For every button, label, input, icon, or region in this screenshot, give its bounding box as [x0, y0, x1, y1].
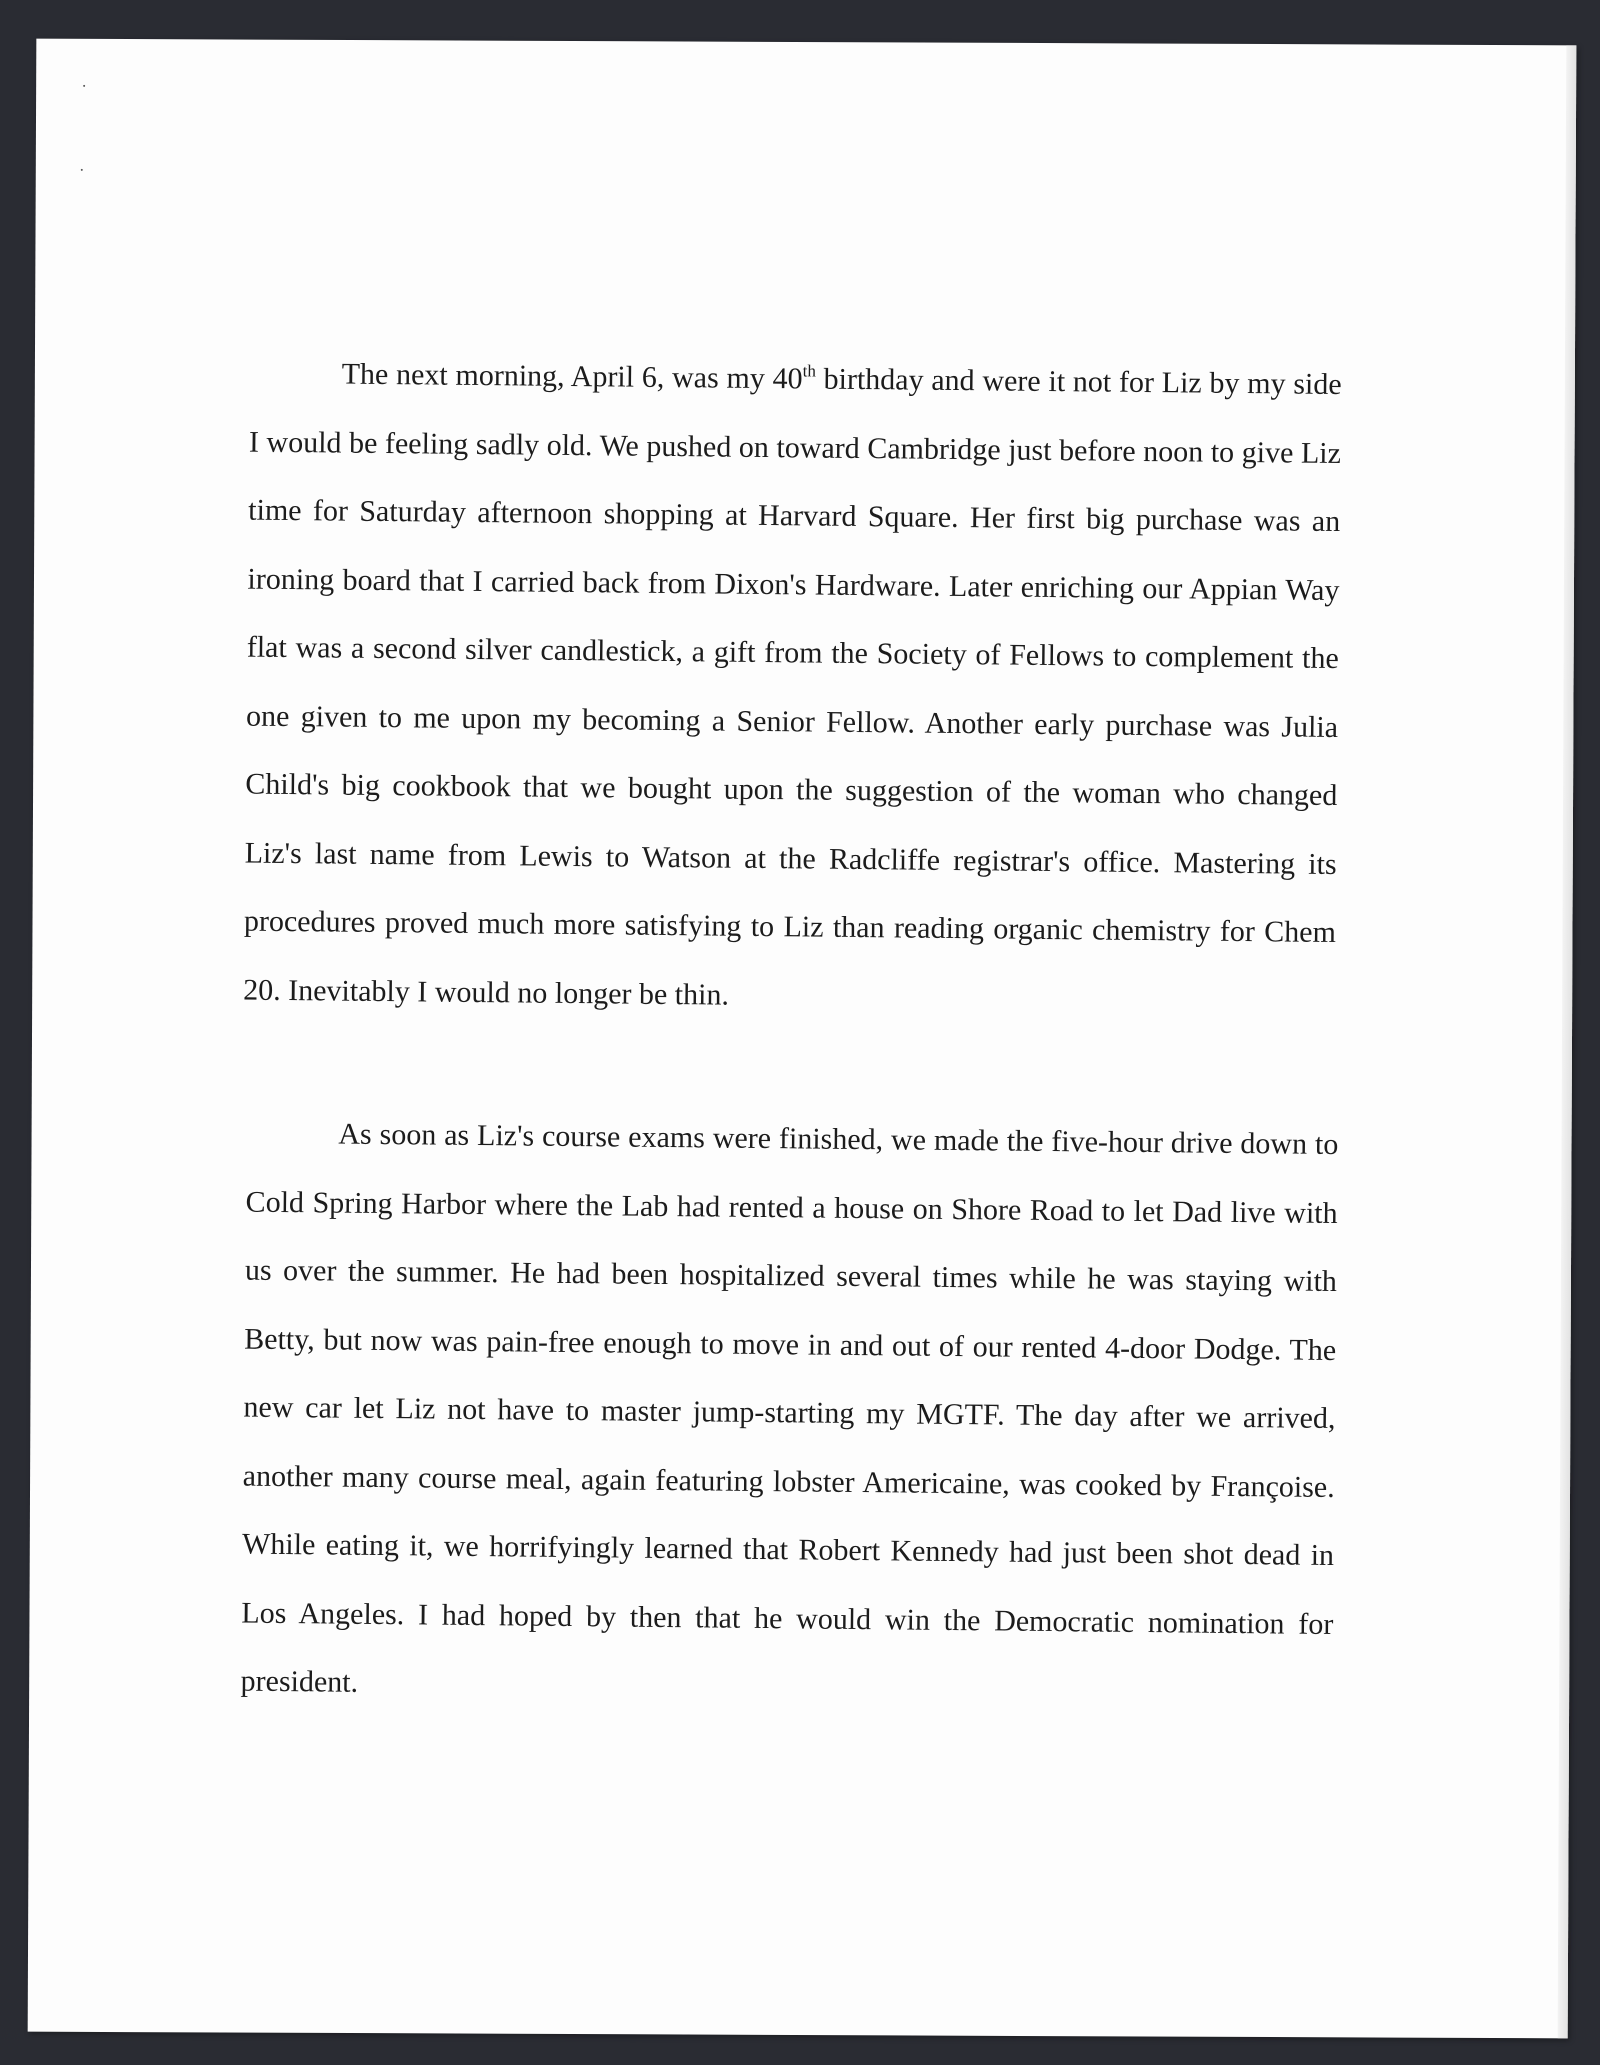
ordinal-superscript: th [802, 361, 817, 381]
paragraph-1-part1: The next morning, April 6, was my 40 [341, 357, 803, 396]
paragraph-1-part2: birthday and were it not for Liz by my side I would be feeling sadly old. We pushed on toward Cambridge just before noon to give Liz time for Saturday afternoon shopping at Harvard Square. Her first big purchase was an ironing board that I carried back from Dixon's Hardware. Later enriching our Appian Way flat was a second silver candlestick, a gift from the Society of Fellows to complement the one given to me upon my becoming a Senior Fellow. Another early purchase was Julia Child's big cookbook that we bought upon the suggestion of the woman who changed Liz's last name from Lewis to Watson at the Radcliffe registrar's office. Mastering its procedures proved much more satisfying to Liz than reading organic chemistry for Chem 20. Inevitably I would no longer be thin. [243, 362, 1342, 1012]
paragraph-1-text [243, 340, 1342, 1036]
paper-sheet [28, 39, 1577, 2039]
paragraph-2 [240, 1100, 1338, 1728]
speck-mark [81, 169, 83, 171]
paragraph-1 [243, 340, 1342, 1036]
speck-mark [83, 85, 85, 87]
paragraph-2-text: As soon as Liz's course exams were finished, we made the five-hour drive down to Cold Spring Harbor where the Lab had rented a house on Shore Road to let Dad live with us over the summer. He had been hospitalized several times while he was staying with Betty, but now was pain-free enough to move in and out of our rented 4-door Dodge. The new car let Liz not have to master jump-starting my MGTF. The day after we arrived, another many course meal, again featuring lobster Americaine, was cooked by Françoise. While eating it, we horrifyingly learned that Robert Kennedy had just been shot dead in Los Angeles. I had hoped by then that he would win the Democratic nomination for president. [240, 1117, 1339, 1699]
